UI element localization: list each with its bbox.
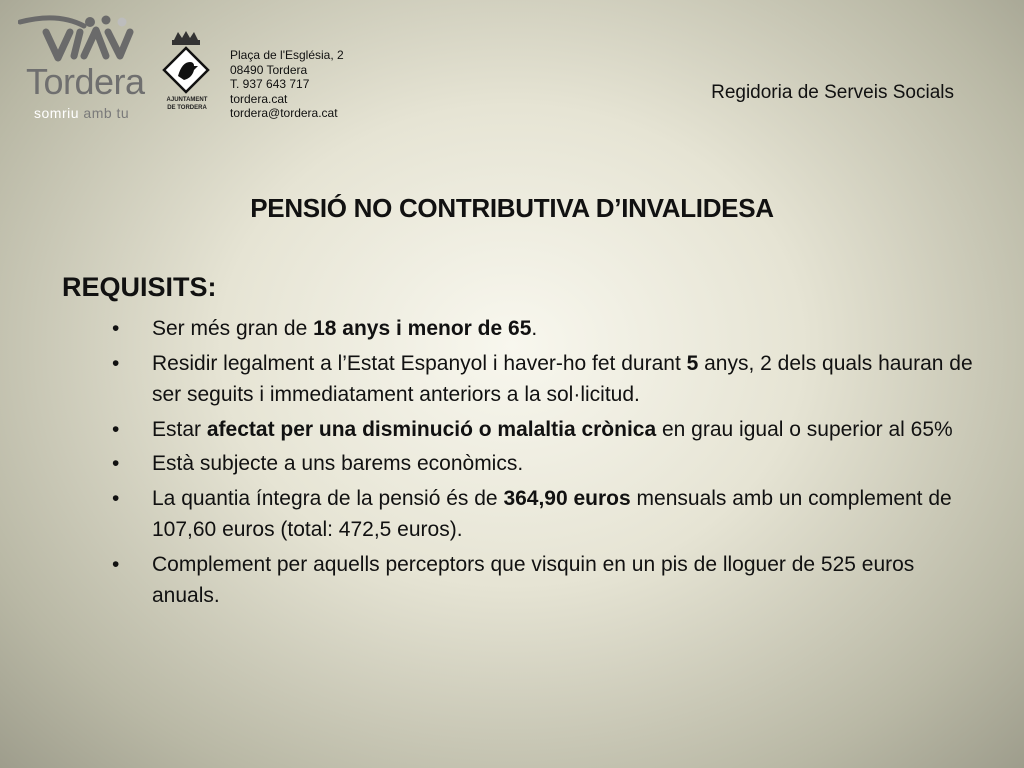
bullet-icon: • <box>112 317 120 340</box>
brand-tagline <box>34 106 129 120</box>
item-bold: afectat per una disminució o malaltia crònica <box>206 417 657 441</box>
contact-website: tordera.cat <box>230 91 288 106</box>
shield-caption-line2: DE TORDERA <box>167 105 207 111</box>
item-text-after: . <box>531 317 538 340</box>
item-text: La quantia íntegra de la pensió és de <box>152 486 504 510</box>
bullet-icon: • <box>112 486 120 510</box>
shield-caption <box>160 96 214 112</box>
item-text: Complement per aquells perceptors que visquin en un pis de lloguer de 525 euros anuals. <box>152 552 915 607</box>
contact-block <box>230 48 344 121</box>
item-bold: 18 anys i menor de 65 <box>313 317 532 340</box>
item-bold: 5 <box>686 351 699 375</box>
item-bold: 364,90 euros <box>503 486 631 510</box>
bullet-icon: • <box>112 351 120 375</box>
department-label: Regidoria de Serveis Socials <box>711 82 954 103</box>
item-text-after: en grau igual o superior al 65% <box>656 417 953 441</box>
list-item <box>112 414 982 446</box>
contact-address: Plaça de l'Església, 2 <box>230 48 344 62</box>
item-text: Estar <box>152 417 207 441</box>
item-text: Residir legalment a l’Estat Espanyol i haver-ho fet durant <box>152 351 687 375</box>
item-text: Ser més gran de <box>152 317 314 340</box>
item-text: Està subjecte a uns barems econòmics. <box>152 452 524 475</box>
list-item <box>112 483 982 546</box>
page-title: PENSIÓ NO CONTRIBUTIVA D’INVALIDESA <box>250 193 774 223</box>
shield-caption-line1: AJUNTAMENT <box>166 97 208 103</box>
list-item <box>112 348 982 411</box>
section-heading: REQUISITS: <box>62 272 217 302</box>
tagline-rest: amb tu <box>79 105 130 121</box>
contact-phone: T. 937 643 717 <box>230 77 310 91</box>
contact-email: tordera@tordera.cat <box>230 106 338 120</box>
list-item <box>112 549 982 612</box>
contact-postal: 08490 Tordera <box>230 62 308 77</box>
list-item <box>112 313 982 345</box>
requirements-list <box>112 313 982 615</box>
bullet-icon: • <box>112 417 120 441</box>
bullet-icon: • <box>112 452 120 475</box>
list-item <box>112 448 982 480</box>
brand-name: Tordera <box>26 61 145 102</box>
bullet-icon: • <box>112 552 120 576</box>
tagline-highlight: somriu <box>34 105 80 121</box>
item-text-after: anys, 2 dels quals hauran de ser seguits i immediatament anteriors a la sol·licitud. <box>152 351 973 406</box>
tordera-logo <box>18 12 148 121</box>
item-text-after: mensuals amb un complement de 107,60 euros (total: 472,5 euros). <box>152 486 952 541</box>
